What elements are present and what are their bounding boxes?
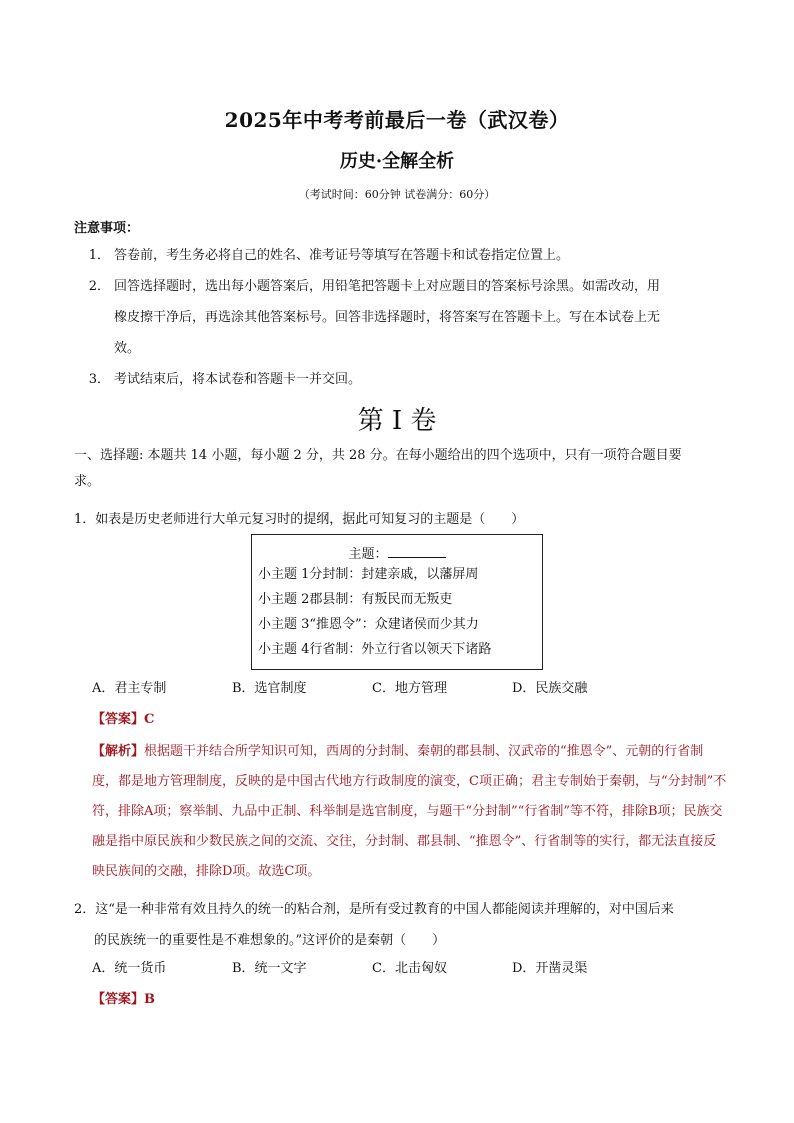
- note-text: 考试结束后，将本试卷和答题卡一并交回。: [114, 372, 362, 387]
- section-intro-line: 求。: [74, 474, 101, 489]
- question-2-options: [92, 957, 652, 976]
- option-c: C．北击匈奴: [372, 961, 447, 976]
- note-continuation: 效。: [114, 341, 141, 356]
- note-number: 1．: [88, 248, 110, 263]
- answer-value: C: [144, 712, 155, 727]
- note-item: [74, 364, 729, 395]
- notes-heading: 注意事项：: [74, 221, 140, 236]
- notes-list: [74, 240, 729, 395]
- outline-subtopic: 小主题 2郡县制：有叛民而无叛吏: [258, 592, 453, 607]
- question-2-answer: [92, 988, 155, 1007]
- outline-theme-label: 主题：: [348, 547, 388, 562]
- answer-label: 【答案】: [92, 992, 145, 1007]
- note-number: 2．: [88, 279, 110, 294]
- question-2-stem: [74, 894, 729, 956]
- page-subtitle: 历史·全解全析: [339, 151, 455, 172]
- analysis-label: 【解析】: [92, 744, 145, 759]
- section-title: 第 I 卷: [357, 406, 437, 436]
- answer-blank: [388, 544, 446, 558]
- section-intro-line: 一、选择题: 本题共 14 小题，每小题 2 分，共 28 分。在每小题给出的四个选项中，只有一项符合题目要: [74, 448, 682, 463]
- page-title: 2025年中考考前最后一卷（武汉卷）: [224, 108, 570, 132]
- question-1-analysis: [92, 737, 729, 887]
- option-a: A．统一货币: [92, 961, 167, 976]
- option-b: B．选官制度: [232, 681, 307, 696]
- question-1-options: [92, 677, 652, 696]
- section-intro: [74, 443, 729, 495]
- outline-subtopic: 小主题 3“推恩令”：众建诸侯而少其力: [258, 617, 479, 632]
- answer-label: 【答案】: [92, 712, 145, 727]
- note-text: 回答选择题时，选出每小题答案后，用铅笔把答题卡上对应题目的答案标号涂黑。如需改动，用: [114, 279, 661, 294]
- answer-value: B: [144, 992, 156, 1007]
- outline-table: [251, 534, 543, 670]
- option-d: D．民族交融: [512, 681, 588, 696]
- question-1-answer: [92, 708, 154, 727]
- note-continuation: 橡皮擦干净后，再选涂其他答案标号。回答非选择题时，将答案写在答题卡上。写在本试卷上无: [114, 310, 661, 325]
- outline-subtopic: 小主题 4行省制：外立行省以领天下诸路: [258, 642, 492, 657]
- note-item: [74, 271, 729, 302]
- question-2-stem-line: 2．这“是一种非常有效且持久的统一的粘合剂，是所有受过教育的中国人都能阅读并理解的，对中国后来: [74, 902, 674, 917]
- option-c: C．地方管理: [372, 681, 447, 696]
- note-text: 答卷前，考生务必将自己的姓名、准考证号等填写在答题卡和试卷指定位置上。: [114, 248, 570, 263]
- analysis-text: 根据题干并结合所学知识可知，西周的分封制、秦朝的郡县制、汉武帝的“推恩令”、元朝的行省制度，都是地方管理制度，反映的是中国古代地方行政制度的演变，C项正确；君主专制始于秦朝，与“分封制”不符，排除A项；察举制、九品中正制、科举制是选官制度，与题干“分封制”“行省制”等不符，排除B项；民族交融是指中原民族和少数民族之间的交流、交往，分封制、郡县制、“推恩令”、行省制等的实行，都无法直接反映民族间的交融，排除D项。故选C项。: [92, 744, 727, 879]
- outline-subtopic: 小主题 1分封制：封建亲戚，以藩屏周: [258, 567, 479, 582]
- outline-theme: [252, 543, 542, 562]
- note-item: [74, 240, 729, 271]
- question-2-stem-line: 的民族统一的重要性是不难想象的。”这评价的是秦朝（ ）: [94, 933, 446, 948]
- option-d: D．开凿灵渠: [512, 961, 588, 976]
- note-number: 3．: [88, 372, 110, 387]
- exam-info: （考试时间：60分钟 试卷满分：60分）: [298, 188, 496, 201]
- option-b: B．统一文字: [232, 961, 307, 976]
- option-a: A．君主专制: [92, 681, 167, 696]
- question-1-stem: 1．如表是历史老师进行大单元复习时的提纲，据此可知复习的主题是（ ）: [74, 512, 525, 527]
